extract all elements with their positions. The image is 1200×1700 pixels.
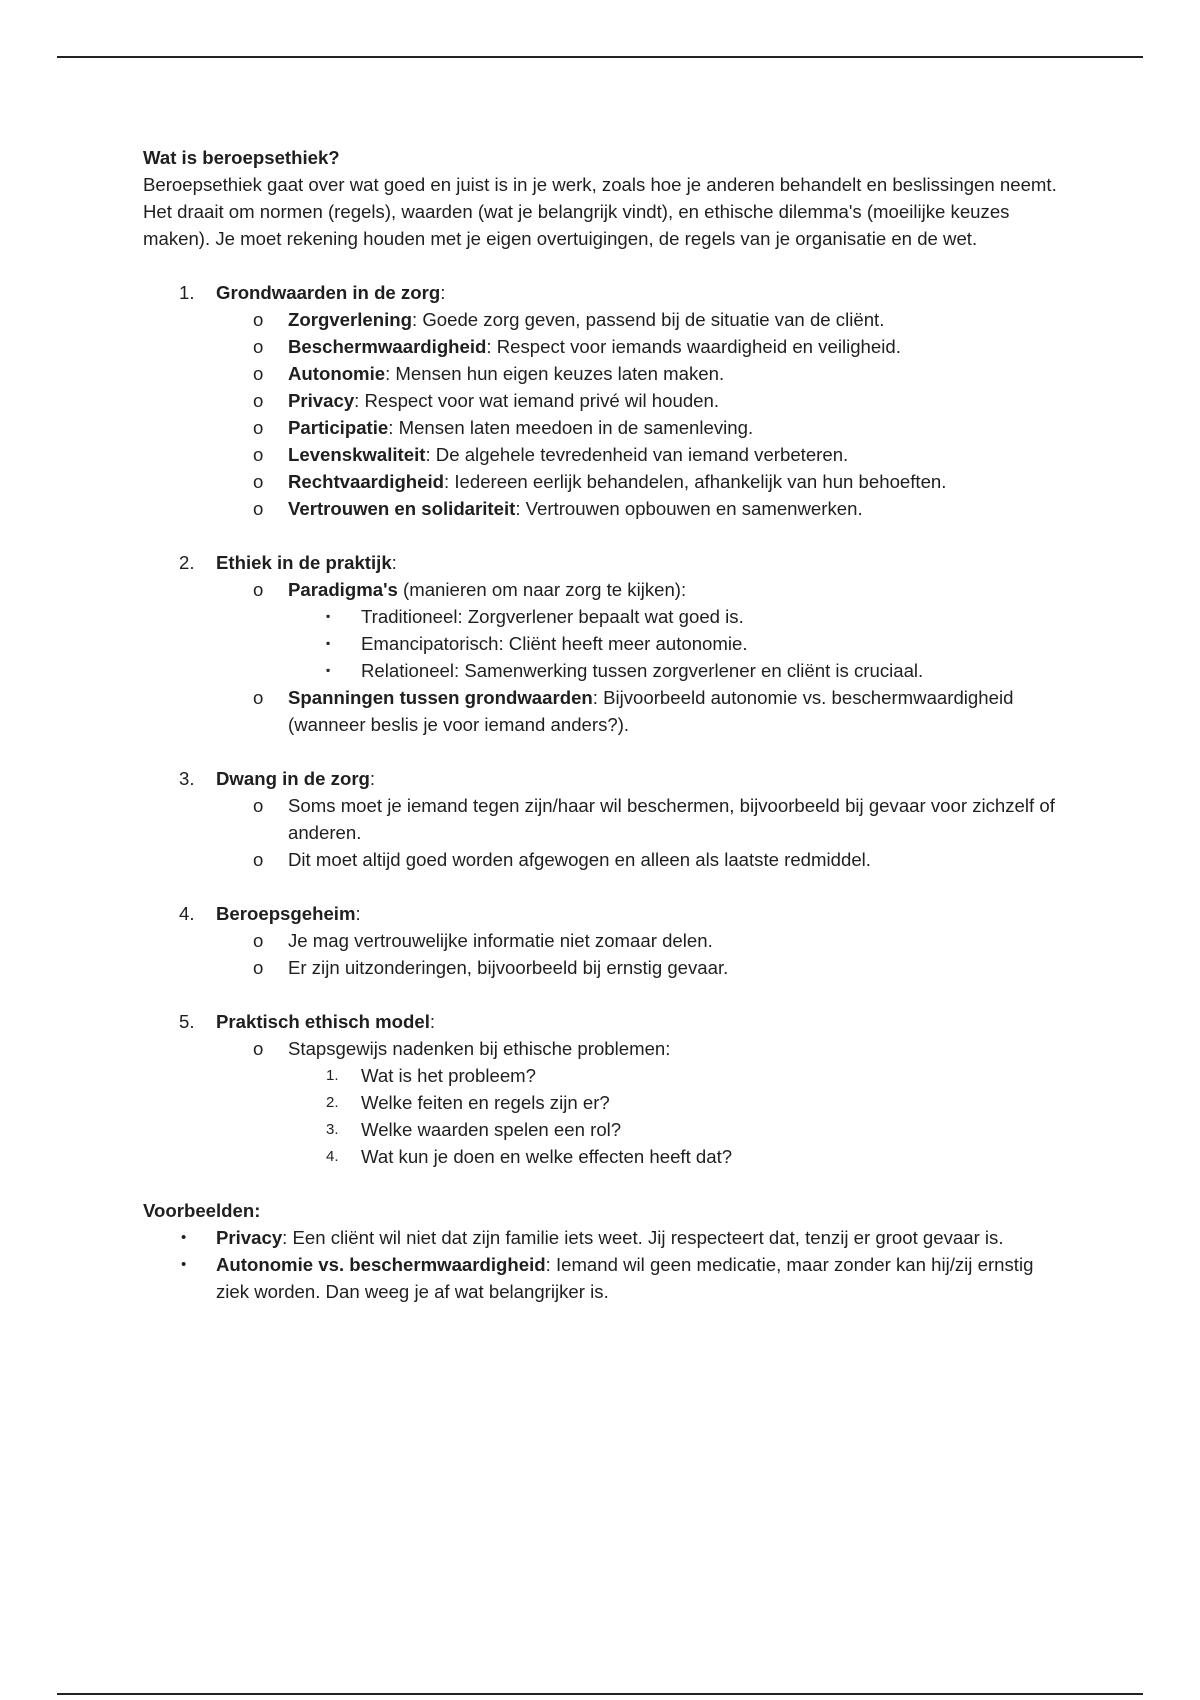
step-item: 2. Welke feiten en regels zijn er? (326, 1092, 610, 1113)
circle-bullet-icon: o (253, 363, 264, 384)
section-heading: 5. Praktisch ethisch model: (179, 1011, 436, 1032)
footer-rule (57, 1693, 1143, 1695)
circle-bullet-icon: o (253, 849, 264, 870)
step-item: 1. Wat is het probleem? (326, 1065, 536, 1086)
example-item: • Privacy: Een cliënt wil niet dat zijn familie iets weet. Jij respecteert dat, tenzij er groot gevaar is. (143, 1224, 1063, 1251)
example-item: • Autonomie vs. beschermwaardigheid: Iemand wil geen medicatie, maar zonder kan hij/zij ernstig ziek worden. Dan weeg je af wat belangrijker is. (143, 1251, 1063, 1305)
step-item: 3. Welke waarden spelen een rol? (326, 1119, 622, 1140)
intro-heading: Wat is beroepsethiek? (143, 147, 340, 168)
circle-bullet-icon: o (253, 390, 264, 411)
list-item: o Paradigma's (manieren om naar zorg te kijken): (143, 576, 1063, 603)
header-rule (57, 56, 1143, 58)
list-item: o Autonomie: Mensen hun eigen keuzes laten maken. (143, 360, 1063, 387)
list-item: o Dit moet altijd goed worden afgewogen en alleen als laatste redmiddel. (143, 846, 1063, 873)
circle-bullet-icon: o (253, 957, 264, 978)
document-page (143, 144, 1063, 1305)
list-item: o Stapsgewijs nadenken bij ethische problemen: (143, 1035, 1063, 1062)
list-item: o Beschermwaardigheid: Respect voor iemands waardigheid en veiligheid. (143, 333, 1063, 360)
circle-bullet-icon: o (253, 795, 264, 816)
circle-bullet-icon: o (253, 687, 264, 708)
circle-bullet-icon: o (253, 579, 264, 600)
list-item: o Levenskwaliteit: De algehele tevredenheid van iemand verbeteren. (143, 441, 1063, 468)
section-heading: 2. Ethiek in de praktijk: (179, 552, 397, 573)
circle-bullet-icon: o (253, 498, 264, 519)
circle-bullet-icon: o (253, 444, 264, 465)
list-item: o Rechtvaardigheid: Iedereen eerlijk behandelen, afhankelijk van hun behoeften. (143, 468, 1063, 495)
square-bullet-icon: ▪ (326, 663, 331, 677)
circle-bullet-icon: o (253, 1038, 264, 1059)
list-item: o Je mag vertrouwelijke informatie niet zomaar delen. (143, 927, 1063, 954)
sub-list-item: ▪ Emancipatorisch: Cliënt heeft meer autonomie. (143, 630, 1063, 657)
examples-heading: Voorbeelden: (143, 1200, 261, 1221)
list-item: o Spanningen tussen grondwaarden: Bijvoorbeeld autonomie vs. beschermwaardigheid (wanneer beslis je voor iemand anders?). (143, 684, 1063, 738)
dot-bullet-icon: • (181, 1256, 187, 1273)
list-item: o Er zijn uitzonderingen, bijvoorbeeld bij ernstig gevaar. (143, 954, 1063, 981)
circle-bullet-icon: o (253, 471, 264, 492)
list-item: o Zorgverlening: Goede zorg geven, passend bij de situatie van de cliënt. (143, 306, 1063, 333)
section-heading: 3. Dwang in de zorg: (179, 768, 376, 789)
intro-paragraph: Beroepsethiek gaat over wat goed en juist is in je werk, zoals hoe je anderen behandelt en beslissingen neemt. Het draait om normen (regels), waarden (wat je belangrijk vindt), en ethische dilemma's (moeilijke keuzes maken). Je moet rekening houden met je eigen overtuigingen, de regels van je organisatie en de wet. (143, 174, 1057, 249)
list-item: o Participatie: Mensen laten meedoen in de samenleving. (143, 414, 1063, 441)
circle-bullet-icon: o (253, 309, 264, 330)
sub-list-item: ▪ Traditioneel: Zorgverlener bepaalt wat goed is. (143, 603, 1063, 630)
circle-bullet-icon: o (253, 336, 264, 357)
step-item: 4. Wat kun je doen en welke effecten heeft dat? (326, 1146, 733, 1167)
section-heading: 1. Grondwaarden in de zorg: (179, 282, 446, 303)
list-item: o Soms moet je iemand tegen zijn/haar wil beschermen, bijvoorbeeld bij gevaar voor zichzelf of anderen. (143, 792, 1063, 846)
square-bullet-icon: ▪ (326, 609, 331, 623)
list-item: o Vertrouwen en solidariteit: Vertrouwen opbouwen en samenwerken. (143, 495, 1063, 522)
sub-list-item: ▪ Relationeel: Samenwerking tussen zorgverlener en cliënt is cruciaal. (143, 657, 1063, 684)
list-item: o Privacy: Respect voor wat iemand privé wil houden. (143, 387, 1063, 414)
circle-bullet-icon: o (253, 417, 264, 438)
circle-bullet-icon: o (253, 930, 264, 951)
dot-bullet-icon: • (181, 1229, 187, 1246)
section-heading: 4. Beroepsgeheim: (179, 903, 361, 924)
square-bullet-icon: ▪ (326, 636, 331, 650)
